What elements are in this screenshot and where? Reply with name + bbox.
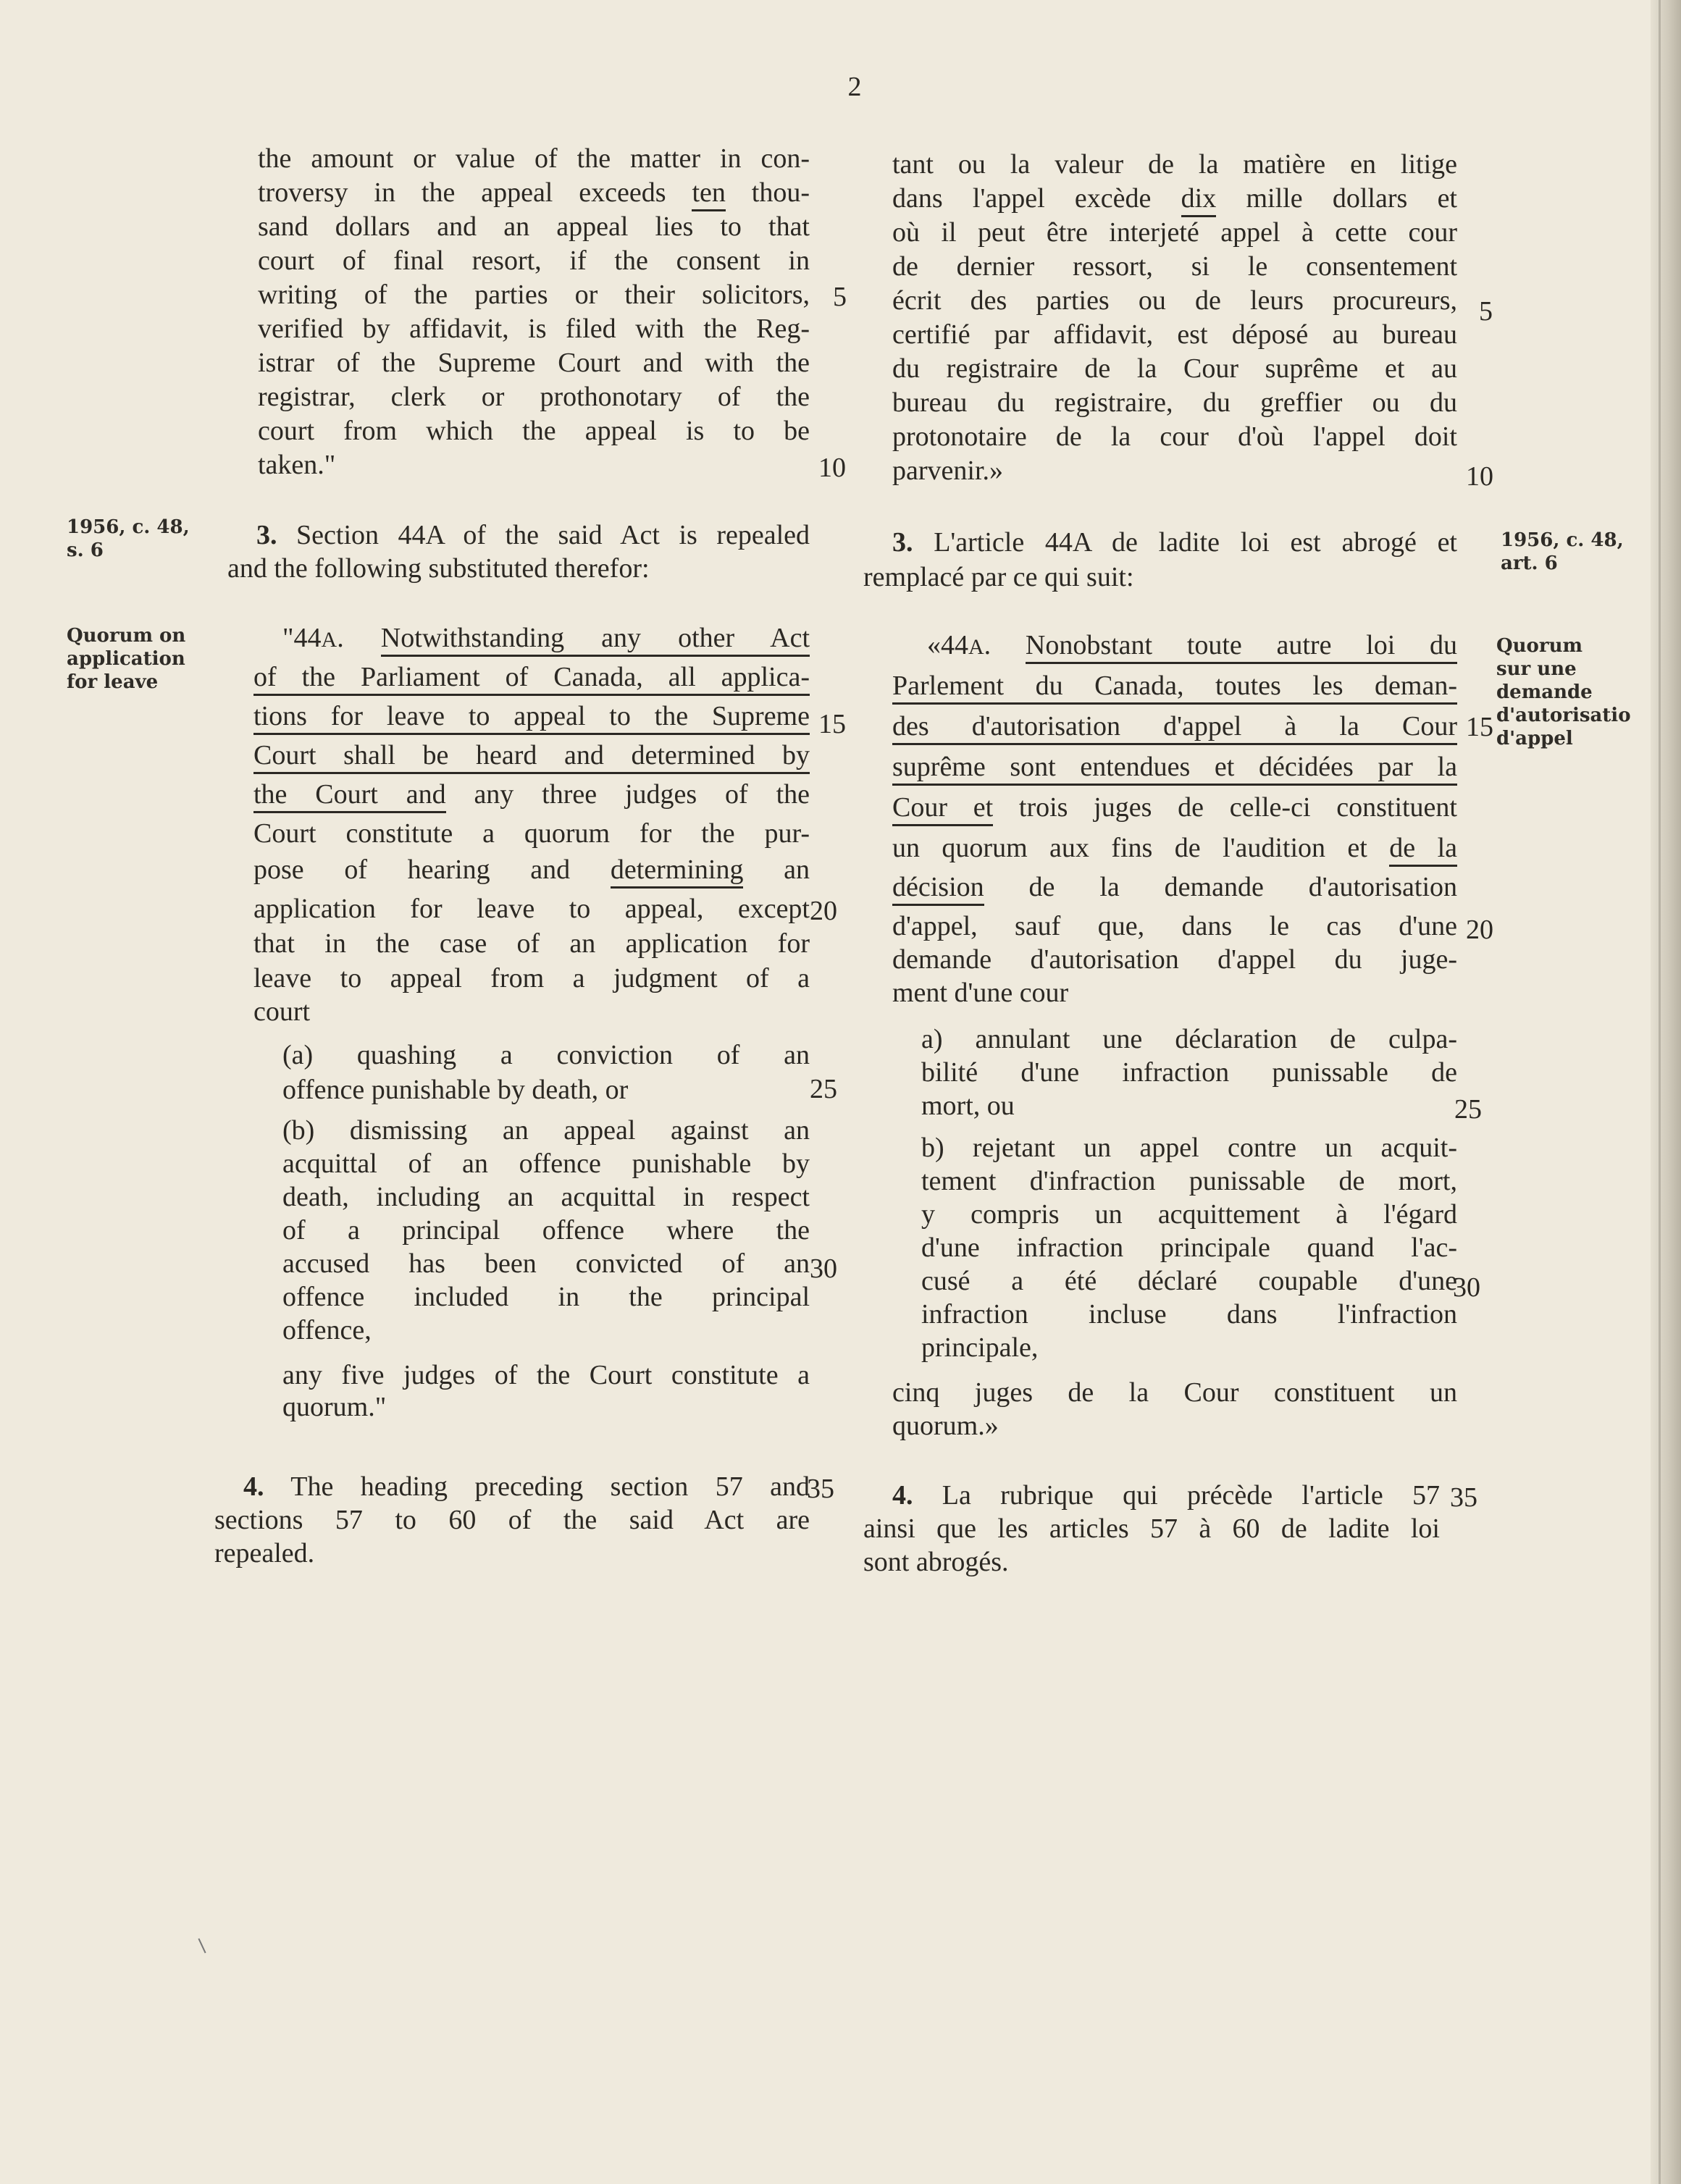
fr-s4-number: 4. (892, 1480, 913, 1511)
en-item-a-line-2: offence punishable by death, or (282, 1075, 629, 1105)
fr-s3-text: L'article 44A de ladite loi est abrogé et (934, 527, 1457, 558)
fr-item-b-line-4: d'une infraction principale quand l'ac- (921, 1232, 1457, 1263)
fr-item-b-line-1: b) rejetant un appel contre un acquit- (921, 1133, 1457, 1163)
fr-line-number-25: 25 (1454, 1094, 1482, 1125)
fr-item-a-line-1: a) annulant une déclaration de culpa- (921, 1024, 1457, 1054)
fr-item-b-line-2: tement d'infraction punissable de mort, (921, 1166, 1457, 1196)
page-edge-shadow (1651, 0, 1681, 2184)
fr-quorum-line-1: Quorum (1496, 635, 1583, 657)
fr-s4-line-3: sont abrogés. (863, 1547, 1009, 1577)
fr-44a-line-5: Cour et trois juges de celle-ci constituent (892, 791, 1457, 825)
fr-p1-line-4: de dernier ressort, si le consentement (892, 251, 1457, 282)
en-line-number-30: 30 (810, 1253, 837, 1284)
fr-tail-line-2: quorum.» (892, 1411, 999, 1441)
fr-s4-line-1 (892, 1479, 1440, 1513)
en-44a-line-1: "44A. Notwithstanding any other Act (282, 621, 810, 658)
fr-44a-line-2: Parlement du Canada, toutes les deman- (892, 669, 1457, 703)
en-quorum-line-2: application (67, 648, 185, 670)
fr-44a-line-9: demande d'autorisation d'appel du juge- (892, 944, 1457, 975)
en-item-b-line-4: of a principal offence where the (282, 1215, 810, 1246)
fr-s4-text: La rubrique qui précède l'article 57 (942, 1480, 1440, 1511)
en-p1-line-3: sand dollars and an appeal lies to that (258, 211, 810, 242)
page-edge-line (1659, 0, 1661, 2184)
fr-item-a-line-2: bilité d'une infraction punissable de (921, 1057, 1457, 1088)
fr-tail-line-1: cinq juges de la Cour constituent un (892, 1377, 1457, 1408)
en-p1-line-1: the amount or value of the matter in con- (258, 143, 810, 174)
en-s3-text: Section 44A of the said Act is repealed (296, 520, 810, 550)
fr-p1-line-1: tant ou la valeur de la matière en litige (892, 149, 1457, 180)
fr-margin-note-reference (1501, 529, 1624, 575)
fr-s3-line-1 (892, 526, 1457, 560)
fr-item-a-line-3: mort, ou (921, 1091, 1015, 1121)
fr-line-number-20: 20 (1466, 915, 1493, 945)
en-line-number-20: 20 (810, 896, 837, 926)
en-s3-number: 3. (256, 520, 277, 550)
fr-44a-line-7: décision de la demande d'autorisation (892, 870, 1457, 904)
fr-44a-line-10: ment d'une cour (892, 978, 1069, 1008)
stray-pen-mark (198, 1939, 206, 1954)
en-44a-line-2: of the Parliament of Canada, all applica- (253, 660, 810, 694)
en-item-b-line-6: offence included in the principal (282, 1282, 810, 1312)
fr-item-b-line-6: infraction incluse dans l'infraction (921, 1299, 1457, 1330)
fr-s4-line-2: ainsi que les articles 57 à 60 de ladite loi (863, 1513, 1440, 1544)
fr-quorum-line-4: d'autorisatio (1496, 705, 1631, 726)
en-44a-line-5: the Court and any three judges of the (253, 778, 810, 812)
en-44a-line-10: leave to appeal from a judgment of a (253, 963, 810, 994)
fr-line-number-5: 5 (1479, 296, 1493, 327)
page-number: 2 (847, 72, 862, 102)
en-ref-line-2: s. 6 (67, 539, 104, 561)
en-quorum-line-3: for leave (67, 671, 159, 693)
en-44a-line-8: application for leave to appeal, except (253, 894, 810, 924)
en-margin-note-quorum (67, 624, 185, 694)
fr-p1-line-2: dans l'appel excède dix mille dollars et (892, 182, 1457, 216)
en-p1-line-10: taken." (258, 450, 336, 480)
fr-44a-line-8: d'appel, sauf que, dans le cas d'une (892, 911, 1457, 941)
en-p1-line-8: registrar, clerk or prothonotary of the (258, 382, 810, 412)
fr-s3-number: 3. (892, 527, 913, 558)
fr-44a-line-3: des d'autorisation d'appel à la Cour (892, 710, 1457, 744)
en-tail-line-2: quorum." (282, 1392, 387, 1422)
en-line-number-35: 35 (807, 1474, 834, 1504)
en-item-b-line-2: acquittal of an offence punishable by (282, 1148, 810, 1179)
fr-p1-line-7: du registraire de la Cour suprême et au (892, 353, 1457, 384)
en-p1-line-5: writing of the parties or their solicitors, (258, 280, 810, 310)
en-44a-line-3: tions for leave to appeal to the Supreme (253, 700, 810, 734)
fr-quorum-line-5: d'appel (1496, 728, 1573, 749)
fr-line-number-15: 15 (1466, 712, 1493, 742)
fr-item-b-line-7: principale, (921, 1332, 1039, 1363)
fr-p1-line-9: protonotaire de la cour d'où l'appel doit (892, 421, 1457, 452)
en-item-b-line-3: death, including an acquittal in respect (282, 1182, 810, 1212)
en-44a-line-4: Court shall be heard and determined by (253, 739, 810, 773)
fr-44a-line-1: «44A. Nonobstant toute autre loi du (927, 629, 1457, 665)
fr-s3-line-2: remplacé par ce qui suit: (863, 562, 1134, 592)
en-p1-line-2: troversy in the appeal exceeds ten thou- (258, 176, 810, 210)
en-s3-line-1 (256, 518, 810, 553)
fr-quorum-line-3: demande (1496, 681, 1593, 703)
fr-ref-line-2: art. 6 (1501, 553, 1558, 574)
fr-item-b-line-5: cusé a été déclaré coupable d'une (921, 1266, 1457, 1296)
en-line-number-25: 25 (810, 1074, 837, 1104)
fr-44a-line-6: un quorum aux fins de l'audition et de la (892, 831, 1457, 865)
en-line-number-10: 10 (818, 453, 846, 483)
en-44a-line-7: pose of hearing and determining an (253, 853, 810, 887)
en-quorum-line-1: Quorum on (67, 625, 186, 647)
en-line-number-5: 5 (833, 282, 847, 312)
fr-line-number-10: 10 (1466, 461, 1493, 492)
fr-p1-line-6: certifié par affidavit, est déposé au bureau (892, 319, 1457, 350)
fr-p1-line-10: parvenir.» (892, 455, 1004, 486)
en-s3-line-2: and the following substituted therefor: (227, 553, 650, 584)
en-item-b-line-7: offence, (282, 1315, 372, 1345)
en-s4-line-2: sections 57 to 60 of the said Act are (214, 1505, 810, 1535)
en-44a-line-9: that in the case of an application for (253, 928, 810, 959)
fr-quorum-line-2: sur une (1496, 658, 1577, 680)
fr-item-b-line-3: y compris un acquittement à l'égard (921, 1199, 1457, 1230)
fr-44a-line-4: suprême sont entendues et décidées par la (892, 750, 1457, 784)
en-margin-note-reference (67, 516, 190, 562)
en-ref-line-1: 1956, c. 48, (67, 516, 190, 538)
en-p1-line-7: istrar of the Supreme Court and with the (258, 348, 810, 378)
en-44a-line-6: Court constitute a quorum for the pur- (253, 818, 810, 849)
en-s4-line-1 (243, 1470, 810, 1504)
fr-ref-line-1: 1956, c. 48, (1501, 529, 1624, 551)
en-44a-line-11: court (253, 996, 311, 1027)
fr-p1-line-3: où il peut être interjeté appel à cette cour (892, 217, 1457, 248)
en-item-a-line-1: (a) quashing a conviction of an (282, 1040, 810, 1070)
fr-margin-note-quorum (1496, 634, 1648, 750)
fr-line-number-30: 30 (1453, 1272, 1480, 1303)
en-p1-line-4: court of final resort, if the consent in (258, 245, 810, 276)
en-s4-line-3: repealed. (214, 1538, 315, 1568)
fr-p1-line-8: bureau du registraire, du greffier ou du (892, 387, 1457, 418)
fr-p1-line-5: écrit des parties ou de leurs procureurs, (892, 285, 1457, 316)
en-p1-line-9: court from which the appeal is to be (258, 416, 810, 446)
en-s4-number: 4. (243, 1471, 264, 1502)
en-p1-line-6: verified by affidavit, is filed with the Reg- (258, 314, 810, 344)
en-item-b-line-5: accused has been convicted of an (282, 1248, 810, 1279)
en-tail-line-1: any five judges of the Court constitute a (282, 1360, 810, 1390)
en-line-number-15: 15 (818, 709, 846, 739)
en-s4-text: The heading preceding section 57 and (290, 1471, 810, 1502)
fr-line-number-35: 35 (1450, 1482, 1477, 1513)
en-item-b-line-1: (b) dismissing an appeal against an (282, 1115, 810, 1146)
